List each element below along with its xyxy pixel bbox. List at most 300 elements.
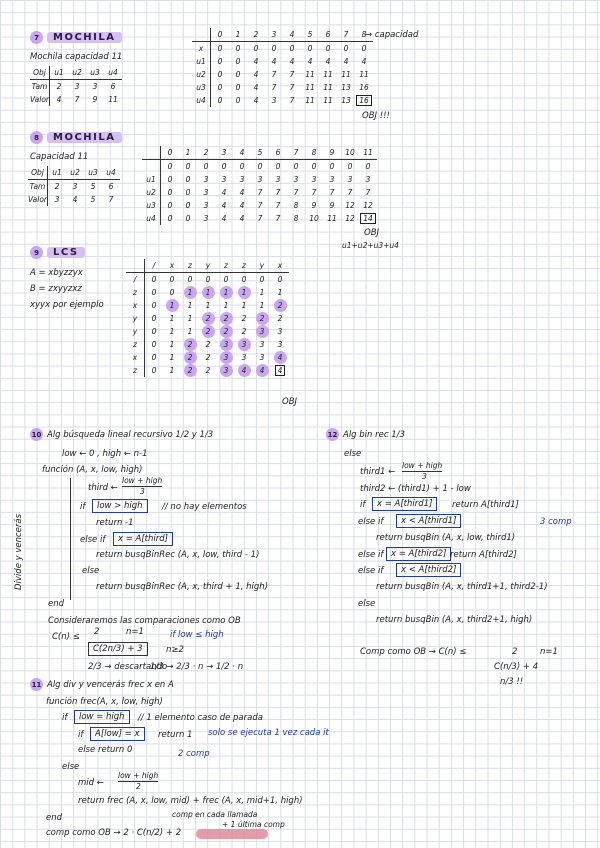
- table-cell: 0: [329, 162, 335, 171]
- table-cell: 0: [167, 188, 173, 197]
- header-cell: u1: [50, 66, 69, 80]
- row-header: u4: [192, 94, 211, 107]
- if-keyword: if: [62, 713, 68, 723]
- column-header: 0: [161, 146, 180, 160]
- table-row: [126, 338, 289, 351]
- comp-note: 3 comp: [540, 517, 572, 527]
- table-cell: 11: [323, 70, 333, 79]
- table-cell: 7: [293, 188, 299, 197]
- corner-cell: [192, 28, 211, 42]
- table-cell: 0: [151, 288, 157, 297]
- header-cell: u2: [68, 66, 86, 80]
- section-number: 12: [326, 428, 339, 441]
- table-cell: 3: [203, 175, 209, 184]
- table-cell: 1: [169, 340, 175, 349]
- table-cell: 3: [203, 188, 209, 197]
- table-cell: 11: [305, 70, 315, 79]
- column-header: /: [145, 259, 164, 273]
- row-header: u2: [142, 186, 161, 199]
- corner-cell: [142, 146, 161, 160]
- table-cell: 9: [329, 201, 335, 210]
- row-header: /: [126, 273, 145, 287]
- column-header: z: [217, 259, 235, 273]
- table-row: [126, 312, 289, 325]
- string-b: B = zxyyzxz: [30, 284, 82, 294]
- row-header: x: [126, 299, 145, 312]
- highlighted-cell: 3: [256, 325, 269, 338]
- highlighted-cell: 2: [184, 364, 197, 377]
- table-row: [142, 186, 377, 199]
- cell: 3: [92, 82, 98, 91]
- table-row: [192, 42, 373, 56]
- cell: 2: [54, 182, 60, 191]
- highlighted-cell: 3: [238, 338, 251, 351]
- table-cell: [359, 212, 377, 225]
- table-cell: [199, 312, 217, 325]
- table-cell: 3: [221, 175, 227, 184]
- return-right: return busqBin (A, x, third2+1, high): [376, 615, 533, 625]
- row-header: z: [126, 338, 145, 351]
- table-cell: 4: [307, 57, 313, 66]
- return-third2: return A[third2]: [450, 550, 517, 560]
- table-cell: 3: [275, 175, 281, 184]
- row-header: y: [126, 312, 145, 325]
- third1-denominator: 3: [422, 472, 427, 481]
- table-cell: 4: [361, 57, 367, 66]
- table-cell: 0: [167, 201, 173, 210]
- header-cell: Obj: [28, 166, 48, 180]
- table-cell: 0: [151, 327, 157, 336]
- table-cell: 0: [293, 162, 299, 171]
- return-one: return 1: [158, 730, 193, 740]
- row-header: u4: [142, 212, 161, 225]
- comp-line: comp como OB → 2 · C(n/2) + 2: [46, 828, 182, 838]
- highlighted-cell: 1: [202, 286, 215, 299]
- column-header: 5: [251, 146, 269, 160]
- table-cell: 7: [275, 188, 281, 197]
- column-header: 8: [305, 146, 323, 160]
- comment-no-elements: // no hay elementos: [162, 502, 247, 512]
- function-signature: función (A, x, low, high): [42, 465, 143, 475]
- table-row: [192, 94, 373, 107]
- table-cell: 0: [235, 83, 241, 92]
- third2-line: third2 ← (third1) + 1 - low: [360, 484, 471, 494]
- table-cell: [217, 338, 235, 351]
- cell: 4: [56, 95, 62, 104]
- case2-value: C(2n/3) + 3: [88, 642, 148, 656]
- table-cell: 10: [309, 214, 319, 223]
- header-cell: u3: [86, 66, 104, 80]
- highlighted-cell: 3: [220, 338, 233, 351]
- column-header: 2: [247, 28, 265, 42]
- mid-label: mid ←: [78, 778, 104, 788]
- table-cell: [355, 94, 373, 107]
- table-cell: 7: [347, 188, 353, 197]
- row-header: u1: [142, 173, 161, 186]
- if-keyword: if: [80, 502, 86, 512]
- table-cell: 7: [289, 83, 295, 92]
- table-cell: 3: [365, 175, 371, 184]
- table-cell: [181, 364, 199, 377]
- table-cell: [217, 351, 235, 364]
- column-header: 7: [287, 146, 305, 160]
- code-block-line: [70, 478, 71, 600]
- note-once: solo se ejecuta 1 vez cada it: [208, 728, 329, 738]
- highlighted-cell: 1: [220, 286, 233, 299]
- note-cost: comp en cada llamada: [172, 810, 258, 819]
- table-row: [192, 55, 373, 68]
- highlighted-cell: 4: [256, 364, 269, 377]
- table-cell: 1: [169, 353, 175, 362]
- corner-cell: [126, 259, 145, 273]
- condition-x-lt-third2: x < A[third2]: [396, 563, 461, 577]
- column-header: x: [163, 259, 181, 273]
- obj-note: OBJ !!!: [362, 111, 390, 121]
- table-cell: 4: [239, 188, 245, 197]
- header-cell: u4: [102, 166, 120, 180]
- return-left: return busqBin (A, x, low, third1): [376, 533, 516, 543]
- cell: 4: [72, 195, 78, 204]
- table-cell: 0: [277, 275, 283, 284]
- table-cell: 0: [205, 275, 211, 284]
- table-cell: 3: [277, 340, 283, 349]
- return-left: return busqBinRec (A, x, low, third - 1): [96, 550, 260, 560]
- table-cell: 1: [259, 288, 265, 297]
- table-cell: 11: [305, 96, 315, 105]
- section-10-header: [30, 428, 213, 441]
- column-header: 11: [359, 146, 377, 160]
- table-cell: 0: [343, 44, 349, 53]
- table-cell: [181, 351, 199, 364]
- table-cell: 0: [235, 96, 241, 105]
- column-header: y: [199, 259, 217, 273]
- table-cell: 16: [359, 83, 369, 92]
- table-cell: 4: [253, 83, 259, 92]
- table-cell: 0: [217, 57, 223, 66]
- table-cell: [181, 286, 199, 299]
- case2-condition: n≥2: [166, 645, 184, 655]
- table-cell: 2: [205, 366, 211, 375]
- table-cell: [163, 299, 181, 312]
- column-header: 4: [283, 28, 301, 42]
- cell: 5: [90, 195, 96, 204]
- table-cell: 3: [271, 96, 277, 105]
- table-cell: 0: [347, 162, 353, 171]
- table-cell: 0: [151, 340, 157, 349]
- return-minus-one: return -1: [96, 518, 134, 528]
- cell: 6: [108, 182, 114, 191]
- table-cell: 1: [187, 301, 193, 310]
- table-cell: 7: [257, 214, 263, 223]
- table-cell: 12: [363, 201, 373, 210]
- table-cell: [271, 299, 289, 312]
- else-if-keyword-2: else if: [358, 550, 384, 560]
- table-cell: 7: [271, 70, 277, 79]
- cell: 2: [56, 82, 62, 91]
- result-cell: 16: [356, 95, 372, 106]
- header-cell: u1: [48, 166, 67, 180]
- highlighted-cell: 1: [184, 286, 197, 299]
- table-cell: 11: [359, 70, 369, 79]
- cell: 5: [90, 182, 96, 191]
- else-keyword: else: [344, 449, 362, 459]
- row-header: x: [192, 42, 211, 56]
- header-cell: u2: [66, 166, 84, 180]
- table-cell: 1: [223, 301, 229, 310]
- table-cell: 9: [311, 201, 317, 210]
- table-cell: 12: [345, 214, 355, 223]
- table-cell: 0: [325, 44, 331, 53]
- header-cell: u4: [104, 66, 122, 80]
- column-header: 0: [211, 28, 230, 42]
- table-cell: 0: [167, 175, 173, 184]
- table-cell: 0: [271, 44, 277, 53]
- subtitle: Mochila capacidad 11: [30, 52, 123, 62]
- table-row: [126, 325, 289, 338]
- condition-x-eq: x = A[third]: [113, 532, 173, 546]
- table-cell: 4: [253, 70, 259, 79]
- section-title: Alg bin rec 1/3: [343, 429, 405, 440]
- row-header: [142, 160, 161, 174]
- end-keyword: end: [46, 813, 63, 823]
- end-keyword: end: [48, 599, 65, 609]
- table-cell: 1: [187, 314, 193, 323]
- third-label: third ←: [88, 483, 118, 493]
- section-8-header: [30, 131, 122, 144]
- table-cell: 0: [217, 83, 223, 92]
- table-cell: 1: [241, 301, 247, 310]
- section-11-header: [30, 678, 174, 691]
- if-keyword: if: [360, 500, 366, 510]
- row-label: Valor: [30, 95, 50, 104]
- section-number: 10: [30, 428, 43, 441]
- table-cell: [253, 312, 271, 325]
- table-cell: [199, 286, 217, 299]
- table-cell: 4: [289, 57, 295, 66]
- inner-if-keyword: if: [78, 730, 84, 740]
- column-header: 6: [319, 28, 337, 42]
- table-cell: 0: [235, 44, 241, 53]
- table-cell: 7: [289, 70, 295, 79]
- table-cell: 3: [347, 175, 353, 184]
- column-header: 7: [337, 28, 355, 42]
- cell: 9: [92, 95, 98, 104]
- result-cell: 14: [360, 213, 376, 224]
- table-cell: 3: [239, 175, 245, 184]
- table-cell: 4: [239, 214, 245, 223]
- column-header: 4: [233, 146, 251, 160]
- highlighted-cell: 3: [220, 364, 233, 377]
- highlighted-cell: 2: [274, 299, 287, 312]
- result-note: 1/3 → 2/3 · n → 1/2 · n: [150, 662, 244, 672]
- descartando-note: 2/3 → descartando: [88, 662, 168, 672]
- cell: 11: [108, 95, 118, 104]
- example-note: xyyx por ejemplo: [30, 300, 104, 310]
- highlighted-cell: 2: [184, 351, 197, 364]
- cell: 6: [110, 82, 116, 91]
- table-cell: 11: [341, 70, 351, 79]
- condition-x-eq-third1: x = A[third1]: [372, 497, 437, 511]
- table-cell: 0: [185, 175, 191, 184]
- init-line: low ← 0 , high ← n-1: [62, 449, 148, 459]
- header-cell: Obj: [30, 66, 50, 80]
- row-header: x: [126, 351, 145, 364]
- case1-value: 2: [512, 647, 518, 657]
- result-cell: 4: [275, 365, 286, 376]
- column-header: 9: [323, 146, 341, 160]
- table-cell: 0: [167, 162, 173, 171]
- condition-a-low-eq-x: A[low] = x: [90, 727, 145, 741]
- table-cell: 0: [185, 214, 191, 223]
- section-number: 11: [30, 678, 43, 691]
- table-cell: 13: [341, 83, 351, 92]
- condition-x-lt-third1: x < A[third1]: [396, 514, 461, 528]
- subtitle: Capacidad 11: [30, 152, 89, 162]
- table-cell: [235, 364, 253, 377]
- table-cell: 4: [253, 57, 259, 66]
- row-label: Valor: [28, 195, 48, 204]
- highlighted-cell: 1: [238, 286, 251, 299]
- highlighted-cell: 2: [184, 338, 197, 351]
- table-cell: 1: [259, 301, 265, 310]
- table-cell: [271, 351, 289, 364]
- highlighted-cell: 1: [166, 299, 179, 312]
- table-cell: 0: [185, 162, 191, 171]
- column-header: 3: [265, 28, 283, 42]
- column-header: 3: [215, 146, 233, 160]
- row-header: y: [126, 325, 145, 338]
- table-cell: 3: [259, 353, 265, 362]
- cell: 7: [108, 195, 114, 204]
- table-cell: 0: [223, 275, 229, 284]
- column-header: y: [253, 259, 271, 273]
- else-return-zero: else return 0: [78, 745, 133, 755]
- table-cell: [253, 325, 271, 338]
- table-cell: 1: [187, 327, 193, 336]
- table-cell: [199, 325, 217, 338]
- highlighted-cell: 2: [202, 325, 215, 338]
- case1-condition: n=1: [540, 647, 558, 657]
- dp-grid-7: [192, 28, 373, 107]
- section-title: Alg búsqueda lineal recursivo 1/2 y 1/3: [47, 429, 214, 440]
- row-label: Tam: [30, 80, 50, 94]
- highlighted-cell: 2: [220, 325, 233, 338]
- column-header: 1: [229, 28, 247, 42]
- table-cell: [253, 364, 271, 377]
- table-cell: 7: [329, 188, 335, 197]
- case1-condition: n=1: [126, 627, 144, 637]
- column-header: x: [271, 259, 289, 273]
- third1-label: third1 ←: [360, 467, 396, 477]
- table-cell: 7: [275, 214, 281, 223]
- table-cell: 3: [293, 175, 299, 184]
- table-cell: 0: [259, 275, 265, 284]
- else-if-keyword: else if: [358, 517, 384, 527]
- mid-denominator: 2: [136, 782, 141, 791]
- table-cell: 0: [311, 162, 317, 171]
- cost-lhs: C(n) ≤: [52, 632, 80, 642]
- table-cell: 0: [203, 162, 209, 171]
- table-cell: 0: [221, 162, 227, 171]
- row-header: u2: [192, 68, 211, 81]
- else-if-keyword: else if: [80, 535, 106, 545]
- table-cell: [235, 286, 253, 299]
- case2-note: n/3 !!: [500, 677, 524, 687]
- table-cell: 13: [341, 96, 351, 105]
- table-cell: 0: [217, 70, 223, 79]
- table-cell: 7: [289, 96, 295, 105]
- table-cell: 8: [293, 201, 299, 210]
- table-cell: 0: [217, 44, 223, 53]
- side-label: Divide y vencerás: [14, 513, 24, 590]
- return-middle: return busqBin (A, x, third1+1, third2-1): [376, 582, 548, 592]
- table-cell: 4: [253, 96, 259, 105]
- section-7-header: [30, 31, 122, 44]
- table-cell: 0: [275, 162, 281, 171]
- last-comp-note: + 1 última comp: [222, 820, 285, 829]
- third-denominator: 3: [140, 487, 145, 496]
- table-cell: 2: [241, 314, 247, 323]
- table-cell: 0: [151, 275, 157, 284]
- section-number: 9: [30, 246, 43, 259]
- blue-note: if low ≤ high: [170, 630, 224, 640]
- highlighted-cell: 3: [220, 351, 233, 364]
- column-header: 6: [269, 146, 287, 160]
- obj-note: OBJ: [364, 228, 380, 238]
- table-cell: 0: [151, 366, 157, 375]
- table-cell: 8: [293, 214, 299, 223]
- table-cell: 0: [361, 44, 367, 53]
- table-cell: [217, 364, 235, 377]
- table-cell: [217, 286, 235, 299]
- column-header: 1: [179, 146, 197, 160]
- table-cell: 0: [289, 44, 295, 53]
- highlighted-cell: 4: [238, 364, 251, 377]
- table-cell: 0: [151, 353, 157, 362]
- table-cell: 7: [257, 201, 263, 210]
- table-cell: 4: [343, 57, 349, 66]
- dp-grid-8: [142, 146, 377, 225]
- row-header: u1: [192, 55, 211, 68]
- table-cell: 2: [205, 340, 211, 349]
- table-row: [192, 81, 373, 94]
- table-cell: 3: [277, 327, 283, 336]
- condition-low-gt-high: low > high: [92, 499, 148, 513]
- highlighted-cell: 2: [256, 312, 269, 325]
- table-cell: 7: [275, 201, 281, 210]
- case2-value: C(n/3) + 4: [494, 662, 539, 672]
- section-title: Alg div y vencerás frec x en A: [47, 679, 174, 690]
- table-cell: 11: [323, 83, 333, 92]
- else-keyword-2: else: [358, 599, 376, 609]
- table-cell: 2: [205, 353, 211, 362]
- table-row: [142, 160, 377, 174]
- condition-x-eq-third2: x = A[third2]: [386, 547, 451, 561]
- table-cell: 4: [325, 57, 331, 66]
- table-cell: 4: [271, 57, 277, 66]
- else-keyword: else: [82, 566, 100, 576]
- row-header: u3: [142, 199, 161, 212]
- table-cell: [181, 338, 199, 351]
- table-cell: [217, 325, 235, 338]
- section-title: LCS: [47, 247, 85, 258]
- table-cell: 0: [239, 162, 245, 171]
- table-cell: 3: [203, 201, 209, 210]
- highlight-marker: [196, 829, 268, 839]
- table-cell: 0: [151, 314, 157, 323]
- table-cell: 0: [187, 275, 193, 284]
- ob-note: Consideraremos las comparaciones como OB: [48, 616, 241, 626]
